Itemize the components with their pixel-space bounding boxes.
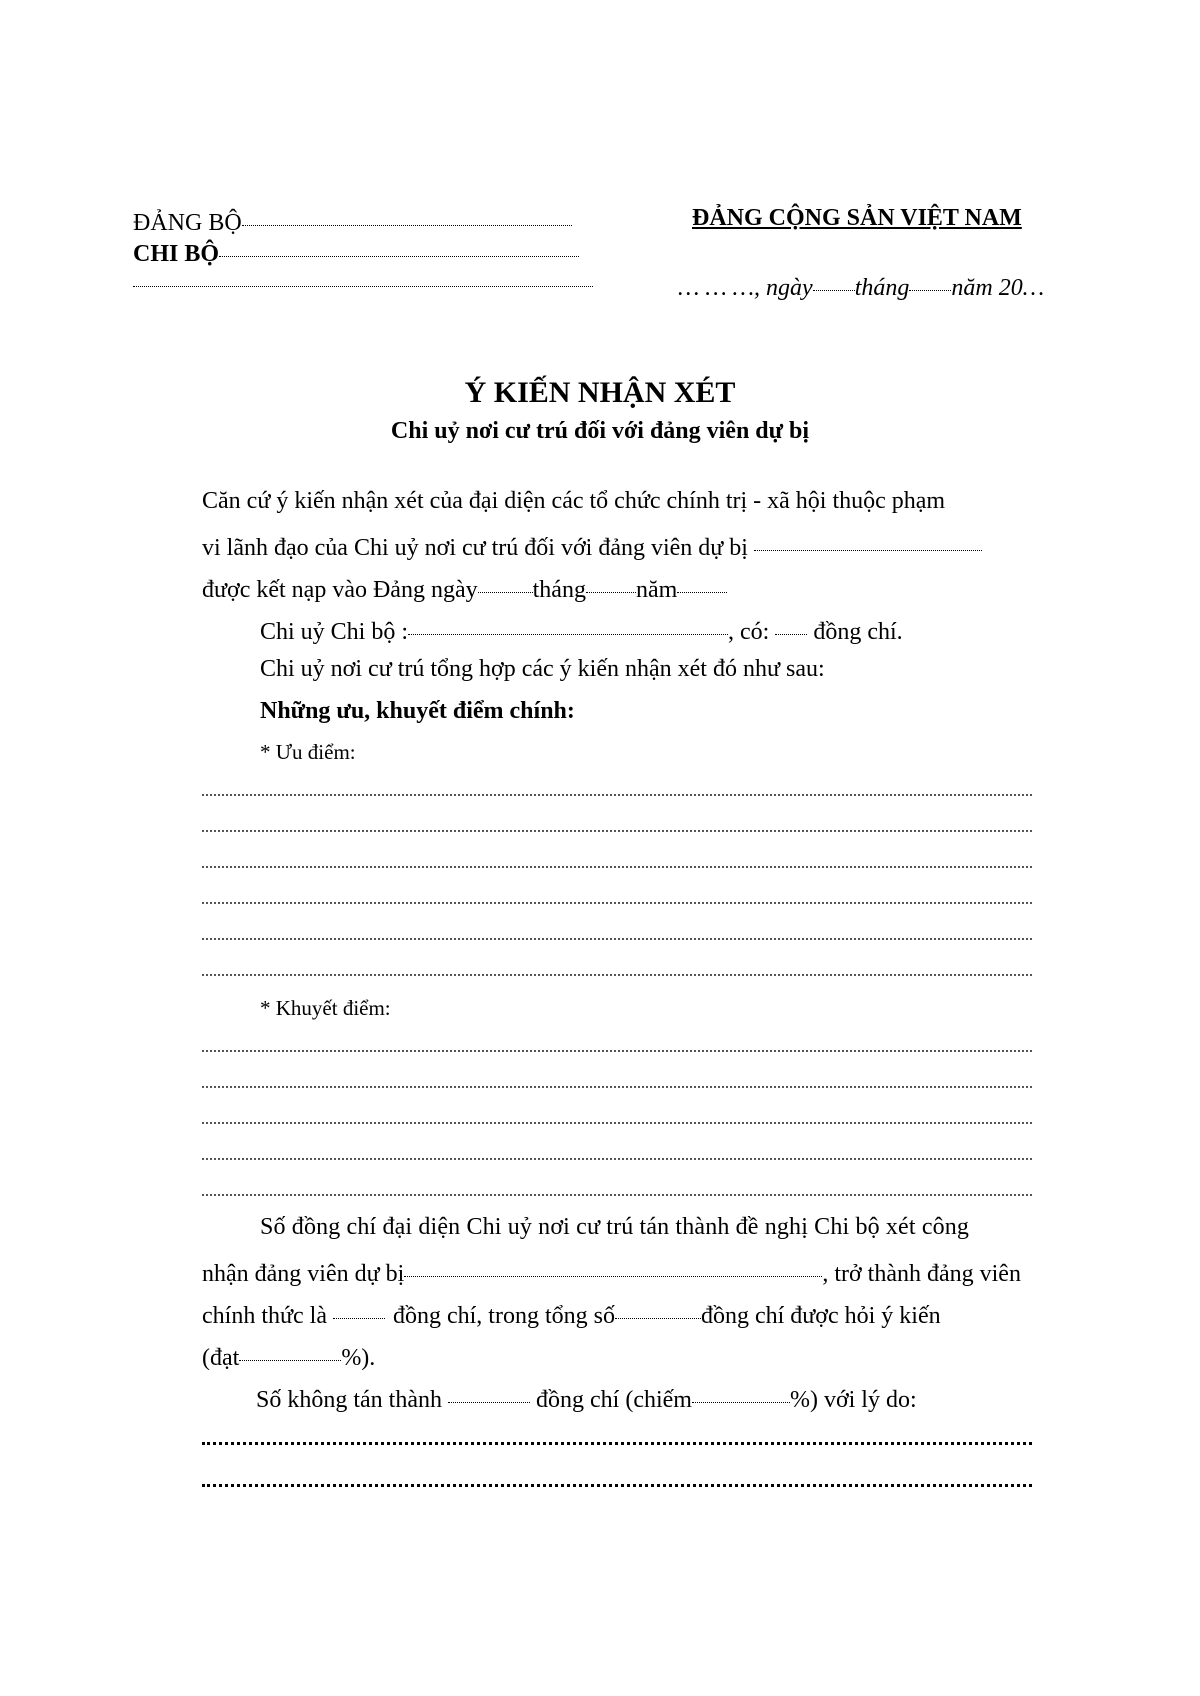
para1-line2-text: vi lãnh đạo của Chi uỷ nơi cư trú đối với đảng viên dự bị [202, 535, 748, 561]
date-month-blank[interactable] [909, 266, 951, 291]
committee-count-blank[interactable] [775, 610, 807, 635]
party-extra-blank[interactable] [133, 270, 593, 287]
advantages-line[interactable] [202, 902, 1032, 904]
vote-line3 [202, 1298, 941, 1330]
advantages-line[interactable] [202, 866, 1032, 868]
party-cell-line [133, 236, 579, 268]
vote-agree-blank[interactable] [333, 1294, 385, 1319]
date-day-blank[interactable] [813, 266, 855, 291]
reason-line[interactable] [202, 1442, 1032, 1445]
vote-official-label: , trở thành đảng viên [822, 1261, 1021, 1287]
admission-year-blank[interactable] [677, 568, 727, 593]
vote-rate-blank[interactable] [239, 1336, 341, 1361]
vote-rate-label: (đạt [202, 1345, 240, 1371]
advantages-line[interactable] [202, 830, 1032, 832]
summary-line: Chi uỷ nơi cư trú tổng hợp các ý kiến nhận xét đó như sau: [260, 656, 825, 682]
disadvantages-label: * Khuyết điểm: [260, 996, 391, 1020]
against-label: Số không tán thành [256, 1387, 442, 1413]
disadvantages-line[interactable] [202, 1050, 1032, 1052]
date-day-label: ngày [766, 275, 813, 301]
disadvantages-line[interactable] [202, 1122, 1032, 1124]
para1-line3 [202, 572, 727, 604]
against-reason-label: %) với lý do: [789, 1387, 917, 1413]
vote-line4 [202, 1340, 375, 1372]
committee-line [260, 614, 903, 646]
date-month-label: tháng [854, 275, 910, 301]
disadvantages-line[interactable] [202, 1194, 1032, 1196]
against-count-blank[interactable] [448, 1378, 530, 1403]
document-subtitle: Chi uỷ nơi cư trú đối với đảng viên dự bị [390, 418, 810, 444]
against-line [256, 1382, 917, 1414]
party-cell-blank[interactable] [219, 232, 579, 257]
committee-label: Chi uỷ Chi bộ : [260, 619, 409, 645]
committee-count-label: , có: [728, 619, 770, 645]
document-title: Ý KIẾN NHẬN XÉT [464, 376, 736, 409]
advantages-label: * Ưu điểm: [260, 740, 356, 764]
disadvantages-line[interactable] [202, 1086, 1032, 1088]
party-name: ĐẢNG CỘNG SẢN VIỆT NAM [692, 205, 1022, 231]
vote-total-label: đồng chí, trong tổng số [392, 1303, 615, 1329]
member-name-blank[interactable] [754, 526, 982, 551]
party-committee-blank[interactable] [242, 201, 572, 226]
advantages-line[interactable] [202, 938, 1032, 940]
disadvantages-line[interactable] [202, 1158, 1032, 1160]
committee-name-blank[interactable] [408, 610, 728, 635]
admission-year-label: năm [635, 577, 678, 603]
vote-line2 [202, 1256, 1021, 1288]
date-place: … … …, [678, 275, 761, 301]
section-heading: Những ưu, khuyết điểm chính: [260, 698, 575, 724]
party-committee-label: ĐẢNG BỘ [133, 210, 242, 236]
vote-rate-suffix: %). [341, 1345, 376, 1371]
date-year-label: năm 20… [951, 275, 1045, 301]
admission-day-blank[interactable] [478, 568, 533, 593]
vote-agree-label: chính thức là [202, 1303, 327, 1329]
admission-month-blank[interactable] [586, 568, 636, 593]
vote-line1: Số đồng chí đại diện Chi uỷ nơi cư trú tán thành đề nghị Chi bộ xét công [260, 1214, 970, 1240]
admission-month-label: tháng [532, 577, 586, 603]
para1-line2 [202, 530, 982, 562]
vote-member-blank[interactable] [404, 1252, 822, 1277]
vote-total-blank[interactable] [615, 1294, 701, 1319]
committee-unit-label: đồng chí. [813, 619, 903, 645]
party-cell-label: CHI BỘ [133, 241, 220, 267]
date-line [678, 270, 1044, 302]
advantages-line[interactable] [202, 794, 1032, 796]
vote-asked-label: đồng chí được hỏi ý kiến [700, 1303, 941, 1329]
para1-line1: Căn cứ ý kiến nhận xét của đại diện các tổ chức chính trị - xã hội thuộc phạm [202, 488, 946, 514]
against-percent-label: đồng chí (chiếm [536, 1387, 692, 1413]
vote-member-label: nhận đảng viên dự bị [202, 1261, 405, 1287]
against-percent-blank[interactable] [692, 1378, 790, 1403]
advantages-line[interactable] [202, 974, 1032, 976]
admission-date-label: được kết nạp vào Đảng ngày [202, 577, 478, 603]
reason-line[interactable] [202, 1484, 1032, 1487]
